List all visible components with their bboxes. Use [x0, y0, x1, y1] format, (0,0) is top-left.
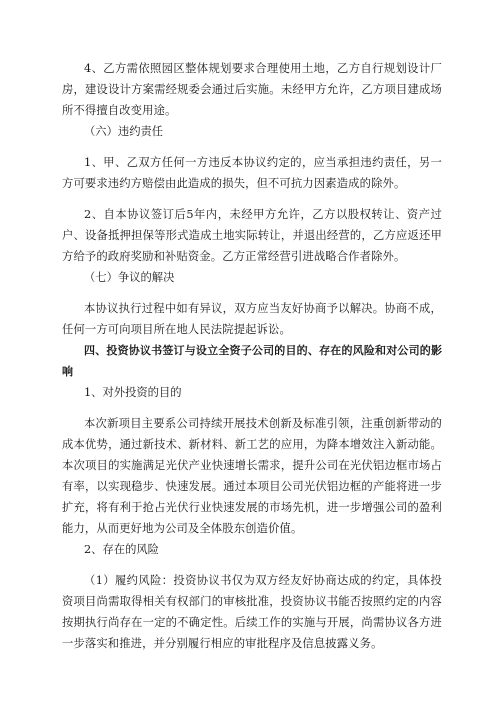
paragraph-investment-purpose: 本次新项目主要系公司持续开展技术创新及标准引领，注重创新带动的成本优势，通过新技术、新材料、新工艺的应用，为降本增效注入新动能。本次项目的实施满足光伏产业快速增长需求，提升公司在光伏铝边框市场占有率，以实现稳步、快速发展。通过本项目公司光伏铝边框的产能将进一步扩充，将有利于抢占光伏行业快速发展的市场先机，进一步增强公司的盈利能力，从而更好地为公司及全体股东创造价值。: [62, 417, 442, 535]
heading-existing-risks: 2、存在的风险: [84, 543, 159, 556]
paragraph-dispute: 本协议执行过程中如有异议，双方应当友好协商予以解决。协商不成，任何一方可向项目所在地人民法院提起诉讼。: [62, 302, 442, 336]
paragraph-breach-1: 1、甲、乙双方任何一方违反本协议约定的，应当承担违约责任，另一方可要求违约方赔偿由此造成的损失，但不可抗力因素造成的除外。: [62, 156, 442, 190]
paragraph-land-use: 4、乙方需依照园区整体规划要求合理使用土地，乙方自行规划设计厂房，建设设计方案需经规委会通过后实施。未经甲方允许，乙方项目建成场所不得擅自改变用途。: [62, 62, 442, 117]
heading-dispute-resolution: （七）争议的解决: [84, 271, 175, 284]
heading-section-four: 四、投资协议书签订与设立全资子公司的目的、存在的风险和对公司的影响: [62, 344, 442, 378]
paragraph-performance-risk: （1）履约风险：投资协议书仅为双方经友好协商达成的约定，具体投资项目尚需取得相关有权部门的审核批准，投资协议书能否按照约定的内容按期执行尚存在一定的不确定性。后续工作的实施与开展，尚需协议各方进一步落实和推进，并分别履行相应的审批程序及信息披露义务。: [62, 574, 442, 650]
paragraph-breach-2: 2、自本协议签订后5年内，未经甲方允许，乙方以股权转让、资产过户、设备抵押担保等形式造成土地实际转让，并退出经营的，乙方应返还甲方给予的政府奖励和补贴资金。乙方正常经营引进战略合作者除外。: [62, 208, 442, 263]
heading-breach-liability: （六）违约责任: [84, 125, 164, 138]
heading-investment-purpose: 1、对外投资的目的: [84, 386, 182, 399]
document-page: [62, 58, 442, 654]
